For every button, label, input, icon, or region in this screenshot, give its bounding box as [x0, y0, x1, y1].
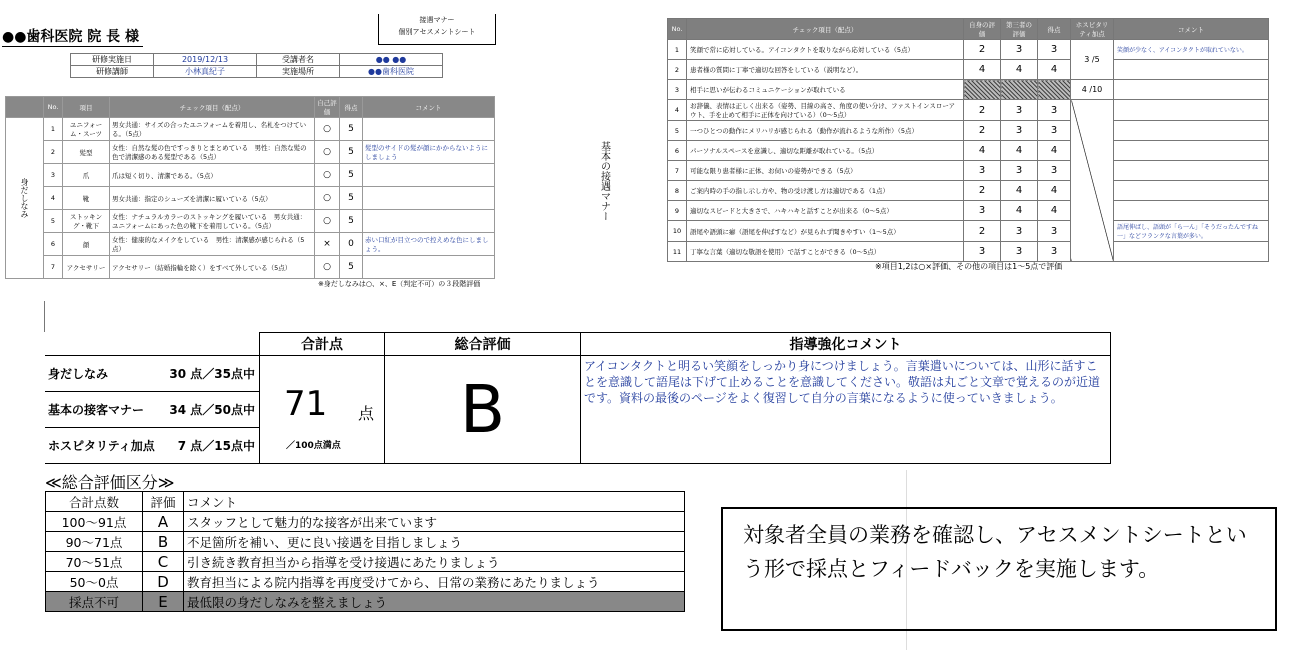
row-third-eval: 3 [1001, 221, 1038, 242]
row-score: 5 [340, 187, 363, 210]
row-comment [363, 256, 495, 279]
row-comment [1114, 181, 1269, 201]
category-row [45, 428, 260, 464]
category-name: ホスピタリティ加点 [48, 438, 155, 453]
row-check: パーソナルスペースを意識し、適切な距離が取れている。（5点） [687, 141, 964, 161]
row-score: 5 [340, 210, 363, 233]
grading-rank: D [143, 572, 184, 592]
info-value: 小林真紀子 [154, 66, 257, 78]
col-header: ホスピタリティ加点 [1071, 19, 1114, 40]
row-check: 適切なスピードと大きさで、ハキハキと話すことが出来る（0～5点） [687, 201, 964, 221]
row-item: ストッキング・靴下 [63, 210, 110, 233]
row-check: 相手に思いが伝わるコミュニケーションが取れている [687, 80, 964, 100]
divider [44, 301, 45, 332]
row-hospitality: 3 /5 [1071, 40, 1114, 80]
row-item: 靴 [63, 187, 110, 210]
row-comment [1114, 80, 1269, 100]
row-score: 3 [1038, 100, 1071, 121]
row-check: 男女共通：指定のシューズを清潔に履いている（5点） [110, 187, 315, 210]
overall-rank: B [385, 356, 581, 464]
table-row [6, 141, 495, 164]
col-blank [541, 19, 668, 40]
col-header: コメント [1114, 19, 1269, 40]
col-header: No. [44, 97, 63, 118]
row-check: 女性：自然な髪の色ですっきりとまとめている 男性：自然な髪の色で清潔感のある髪型である（5点） [110, 141, 315, 164]
row-self-eval: 4 [964, 141, 1001, 161]
row-number: 3 [668, 80, 687, 100]
row-number: 11 [668, 242, 687, 262]
row-comment: 髪型のサイドの髪が顔にかからないようにしましょう [363, 141, 495, 164]
row-eval: ○ [315, 187, 340, 210]
row-check: 男女共通：サイズの合ったユニフォームを着用し、名札をつけている。（5点） [110, 118, 315, 141]
col-header: 得点 [1038, 19, 1071, 40]
sheet1-header-line1: 接遇マナー [419, 16, 455, 24]
row-self-eval: 2 [964, 181, 1001, 201]
summary-corner [45, 333, 260, 356]
row-number: 3 [44, 164, 63, 187]
row-self-eval: 2 [964, 100, 1001, 121]
info-label: 受講者名 [257, 54, 340, 66]
grading-col-header: コメント [184, 492, 685, 512]
row-check: 爪は短く切り、清潔である。（5点） [110, 164, 315, 187]
row-comment: 語尾伸ばし、語頭が「ら一ん」「そうだったんですね一」などフランクな言葉が多い。 [1114, 221, 1269, 242]
row-comment [1114, 60, 1269, 80]
row-number: 7 [668, 161, 687, 181]
row-comment [1114, 121, 1269, 141]
table-row [6, 118, 495, 141]
col-header: 自己評価 [315, 97, 340, 118]
row-eval: ○ [315, 164, 340, 187]
sheet1-header-box [378, 14, 496, 45]
row-comment: 赤い口紅が目立つので控えめな色にしましょう。 [363, 233, 495, 256]
row-number: 8 [668, 181, 687, 201]
summary-header-total: 合計点 [260, 333, 385, 356]
summary-table [45, 332, 1111, 464]
grading-rank: B [143, 532, 184, 552]
col-header: チェック項目（配点） [110, 97, 315, 118]
blank-cell [541, 40, 668, 60]
col-header: チェック項目（配点） [687, 19, 964, 40]
row-eval: ○ [315, 256, 340, 279]
sheet1-title: ●●歯科医院 院 長 様 [2, 26, 143, 47]
row-eval: ○ [315, 141, 340, 164]
row-number: 2 [668, 60, 687, 80]
row-self-eval: 3 [964, 161, 1001, 181]
info-value: ●● ●● [340, 54, 443, 66]
grading-rank: A [143, 512, 184, 532]
row-item: アクセサリー [63, 256, 110, 279]
row-eval: ○ [315, 118, 340, 141]
table-row [6, 233, 495, 256]
grading-comment: スタッフとして魅力的な接客が出来ています [184, 512, 685, 532]
info-label: 研修実施日 [71, 54, 154, 66]
sheet1-note: ※身だしなみは○、×、E（判定不可）の３段階評価 [318, 280, 481, 288]
grooming-check-table [5, 96, 495, 279]
category-row [45, 356, 260, 392]
category-points: 34 点／50点中 [169, 403, 255, 417]
col-header: 自身の評価 [964, 19, 1001, 40]
row-score [1038, 80, 1071, 100]
col-header: コメント [363, 97, 495, 118]
row-number: 7 [44, 256, 63, 279]
grading-range: 50～0点 [46, 572, 143, 592]
info-label: 研修講師 [71, 66, 154, 78]
total-unit: 点 [357, 404, 374, 423]
grading-col-header: 評価 [143, 492, 184, 512]
row-number: 5 [668, 121, 687, 141]
row-comment [1114, 242, 1269, 262]
grading-comment: 教育担当による院内指導を再度受けてから、日常の業務にあたりましょう [184, 572, 685, 592]
row-self-eval: 2 [964, 221, 1001, 242]
row-item: 髪型 [63, 141, 110, 164]
col-blank [6, 97, 44, 118]
manners-check-table [541, 18, 1269, 262]
table-row [6, 210, 495, 233]
row-score: 0 [340, 233, 363, 256]
guidance-comment: アイコンタクトと明るい笑顔をしっかり身につけましょう。言葉遣いについては、山形に話すことを意識して語尾は下げて止めることを意識してください。敬語は丸ごと文章で覚えるのが近道です。資料の最後のページをよく復習して自分の言葉になるように使っていきましょう。 [581, 356, 1111, 464]
table-row [541, 80, 1269, 100]
table-row [541, 100, 1269, 121]
table-row [6, 187, 495, 210]
grading-row [46, 532, 685, 552]
info-value: ●●歯科医院 [340, 66, 443, 78]
row-number: 6 [44, 233, 63, 256]
sheet1-info-table [70, 53, 443, 78]
category-label: 基本の接遇マナー [598, 140, 610, 221]
category-row [45, 392, 260, 428]
grading-table [45, 491, 685, 612]
summary-header-rank: 総合評価 [385, 333, 581, 356]
row-item: ユニフォーム・スーツ [63, 118, 110, 141]
row-self-eval: 2 [964, 40, 1001, 60]
row-score: 5 [340, 141, 363, 164]
row-number: 4 [44, 187, 63, 210]
row-score: 3 [1038, 242, 1071, 262]
row-eval: × [315, 233, 340, 256]
grading-comment: 引き続き教育担当から指導を受け接遇にあたりましょう [184, 552, 685, 572]
row-self-eval [964, 80, 1001, 100]
category-points: 30 点／35点中 [169, 367, 255, 381]
row-check: 女性：健康的なメイクをしている 男性：清潔感が感じられる（5点） [110, 233, 315, 256]
sheet2-note: ※項目1,2は○×評価、その他の項目は1～5点で評価 [875, 262, 1063, 271]
row-number: 1 [44, 118, 63, 141]
row-number: 5 [44, 210, 63, 233]
row-comment [1114, 141, 1269, 161]
row-check: 丁寧な言葉（適切な敬語を使用）で話すことができる（0～5点） [687, 242, 964, 262]
row-eval: ○ [315, 210, 340, 233]
row-third-eval: 4 [1001, 201, 1038, 221]
table-row [541, 40, 1269, 60]
grading-row [46, 512, 685, 532]
row-third-eval: 4 [1001, 141, 1038, 161]
row-third-eval: 3 [1001, 40, 1038, 60]
grading-row [46, 592, 685, 612]
total-score: 71 [284, 384, 328, 424]
grading-row [46, 572, 685, 592]
row-self-eval: 3 [964, 242, 1001, 262]
col-header: 得点 [340, 97, 363, 118]
row-number: 2 [44, 141, 63, 164]
row-check: お辞儀、表情は正しく出来る（姿勢、目線の高さ、角度の使い分け、ファストインスローアウト、手を止めて相手に正体を向けている）（0～5点） [687, 100, 964, 121]
row-comment [1114, 100, 1269, 121]
total-score-cell [260, 356, 385, 464]
grading-range: 70～51点 [46, 552, 143, 572]
row-check: 女性：ナチュラルカラーのストッキングを履いている 男女共通：ユニフォームにあった色の靴下を着用している。（5点） [110, 210, 315, 233]
row-comment: 笑顔が少なく、アイコンタクトが取れていない。 [1114, 40, 1269, 60]
row-score: 4 [1038, 201, 1071, 221]
grading-comment: 最低限の身だしなみを整えましょう [184, 592, 685, 612]
row-comment [363, 187, 495, 210]
row-third-eval: 4 [1001, 60, 1038, 80]
row-comment [363, 118, 495, 141]
grading-rank: C [143, 552, 184, 572]
row-self-eval: 3 [964, 201, 1001, 221]
row-check: 可能な限り患者様に正体、お伺いの姿勢ができる（5点） [687, 161, 964, 181]
category-points: 7 点／15点中 [177, 439, 255, 453]
row-check: 一つひとつの動作にメリハリが感じられる（動作が流れるような所作）（5点） [687, 121, 964, 141]
grading-title: ≪総合評価区分≫ [45, 473, 175, 492]
row-third-eval [1001, 80, 1038, 100]
row-check: ご案内時の手の指し示し方や、物の受け渡し方は適切である（1点） [687, 181, 964, 201]
row-item: 顔 [63, 233, 110, 256]
row-item: 爪 [63, 164, 110, 187]
grading-range: 100～91点 [46, 512, 143, 532]
row-self-eval: 4 [964, 60, 1001, 80]
row-third-eval: 4 [1001, 181, 1038, 201]
row-score: 3 [1038, 40, 1071, 60]
row-comment [1114, 201, 1269, 221]
grading-row [46, 552, 685, 572]
hospitality-slash [1071, 100, 1114, 262]
row-score: 4 [1038, 60, 1071, 80]
grading-range: 90～71点 [46, 532, 143, 552]
blank-cell [541, 60, 668, 80]
row-check: アクセサリー（結婚指輪を除く）をすべて外している（5点） [110, 256, 315, 279]
row-third-eval: 3 [1001, 161, 1038, 181]
grading-col-header: 合計点数 [46, 492, 143, 512]
row-comment [363, 210, 495, 233]
info-value: 2019/12/13 [154, 54, 257, 66]
row-hospitality: 4 /10 [1071, 80, 1114, 100]
table-row [6, 164, 495, 187]
row-score: 4 [1038, 141, 1071, 161]
summary-header-comment: 指導強化コメント [581, 333, 1111, 356]
row-comment [1114, 161, 1269, 181]
callout-box: 対象者全員の業務を確認し、アセスメントシートという形で採点とフィードバックを実施します。 [721, 507, 1277, 631]
row-number: 1 [668, 40, 687, 60]
row-score: 5 [340, 164, 363, 187]
row-check: 語尾や語頭に癖（語尾を伸ばすなど）が見られず聞きやすい（1～5点） [687, 221, 964, 242]
col-header: 項目 [63, 97, 110, 118]
row-check: 患者様の質問に丁寧で適切な回答をしている（説明など）。 [687, 60, 964, 80]
row-number: 6 [668, 141, 687, 161]
col-header: No. [668, 19, 687, 40]
row-self-eval: 2 [964, 121, 1001, 141]
row-number: 10 [668, 221, 687, 242]
blank-cell [541, 80, 668, 100]
row-number: 9 [668, 201, 687, 221]
row-third-eval: 3 [1001, 242, 1038, 262]
category-name: 基本の接客マナー [48, 402, 145, 417]
category-label: 身だしなみ [6, 118, 44, 279]
grading-rank: E [143, 592, 184, 612]
total-max: ／100点満点 [286, 441, 341, 451]
grading-range: 採点不可 [46, 592, 143, 612]
table-row [6, 256, 495, 279]
grading-comment: 不足箇所を補い、更に良い接遇を目指しましょう [184, 532, 685, 552]
row-score: 3 [1038, 121, 1071, 141]
row-check: 笑顔で常に応対している。アイコンタクトを取りながら応対している（5点） [687, 40, 964, 60]
sheet1-header-line2: 個別アセスメントシート [398, 28, 476, 36]
row-score: 3 [1038, 161, 1071, 181]
row-number: 4 [668, 100, 687, 121]
row-comment [363, 164, 495, 187]
col-header: 第三者の評価 [1001, 19, 1038, 40]
row-score: 5 [340, 256, 363, 279]
row-third-eval: 3 [1001, 100, 1038, 121]
table-row [541, 60, 1269, 80]
category-name: 身だしなみ [48, 367, 109, 381]
row-score: 4 [1038, 181, 1071, 201]
row-third-eval: 3 [1001, 121, 1038, 141]
row-score: 3 [1038, 221, 1071, 242]
row-score: 5 [340, 118, 363, 141]
info-label: 実施場所 [257, 66, 340, 78]
